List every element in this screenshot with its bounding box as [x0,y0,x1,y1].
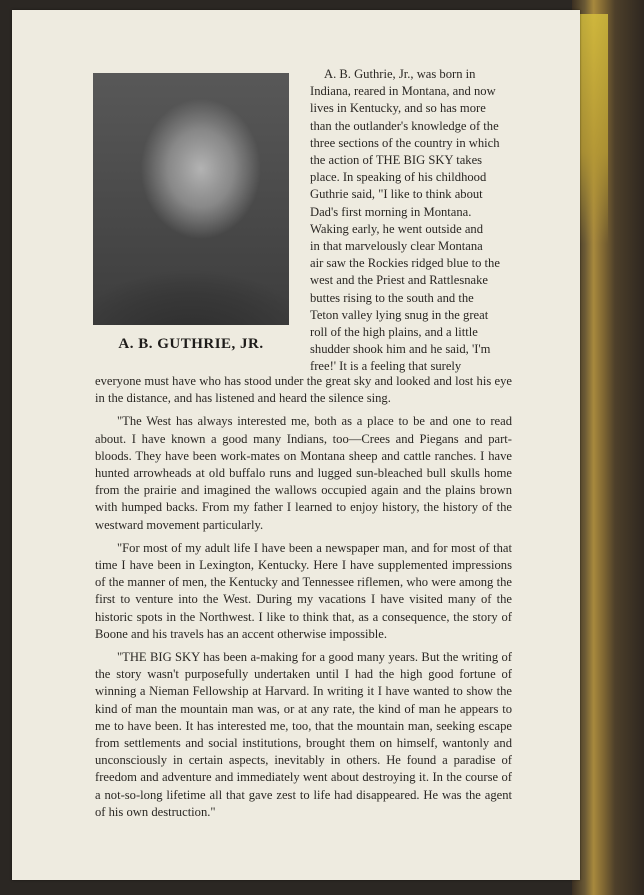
bio-paragraph-3: "For most of my adult life I have been a newspaper man, and for most of that time I have been in Lexington, Kentucky. Here I have supplemented impressions of the manner of men, the Kentucky and Tennessee riflemen, who were among the first to venture into the West. During my vacations I have visited many of the historic spots in the Northwest. I like to think that, as a consequence, the story of Boone and his travels has an accent otherwise impossible. [95,540,512,641]
bio-line: Guthrie said, "I like to think about [310,187,483,202]
bio-paragraph-1-end: everyone must have who has stood under the great sky and looked and lost his eye in the distance, and has listened and heard the silence sing. [95,374,512,406]
bio-line: A. B. Guthrie, Jr., was born in [324,67,476,81]
bio-line: Teton valley lying snug in the great [310,307,489,322]
bio-line: Waking early, he went outside and [310,221,484,236]
bio-line: air saw the Rockies ridged blue to the [310,256,500,271]
bio-line: roll of the high plains, and a little [310,325,478,340]
bio-line: place. In speaking of his childhood [310,170,487,185]
bio-line: Indiana, reared in Montana, and now [310,84,496,99]
bio-line: in that marvelously clear Montana [310,239,483,254]
bio-line: lives in Kentucky, and so has more [310,101,486,116]
bio-paragraph-4: "THE BIG SKY has been a-making for a good many years. But the writing of the story wasn't purposefully undertaken until I had the high good fortune of winning a Nieman Fellowship at Harvard. In writing it I have wanted to show the kind of man the mountain man was, or at any rate, the kind of man he appears to me to have been. It has interested me, too, that the mountain man, seeking escape from settlements and social institutions, brought them on himself, wantonly and unconsciously in certain aspects, inevitably in others. He found a paradise of freedom and adventure and immediately went about destroying it. In the course of a not-so-long lifetime all that gave zest to life had disappeared. He was the agent of his own destruction." [95,650,512,819]
bio-line: three sections of the country in which [310,135,500,150]
bio-column [310,66,512,376]
bio-line: west and the Priest and Rattlesnake [310,273,489,288]
bio-body [95,373,512,821]
bio-line: the action of THE BIG SKY takes [310,153,483,168]
author-photo [93,73,289,325]
bio-line: free!' It is a feeling that surely [310,359,462,374]
spine-highlight [578,14,608,244]
bio-line: than the outlander's knowledge of the [310,118,499,133]
bio-paragraph-2: "The West has always interested me, both as a place to be and one to read about. I have known a good many Indians, too—Crees and Piegans and part-bloods. They have been work-mates on Montana sheep and cattle ranches. I have hunted arrowheads at old buffalo runs and lugged sun-bleached bull skulls home from the prairie and imagined the wallows occupied again and the plains brown with humped backs. From my father I learned to enjoy history, the history of the westward movement particularly. [95,414,512,532]
bio-line: shudder shook him and he said, 'I'm [310,342,491,357]
bio-line: buttes rising to the south and the [310,290,474,305]
bio-line: Dad's first morning in Montana. [310,204,472,219]
author-caption: A. B. GUTHRIE, JR. [118,336,264,352]
